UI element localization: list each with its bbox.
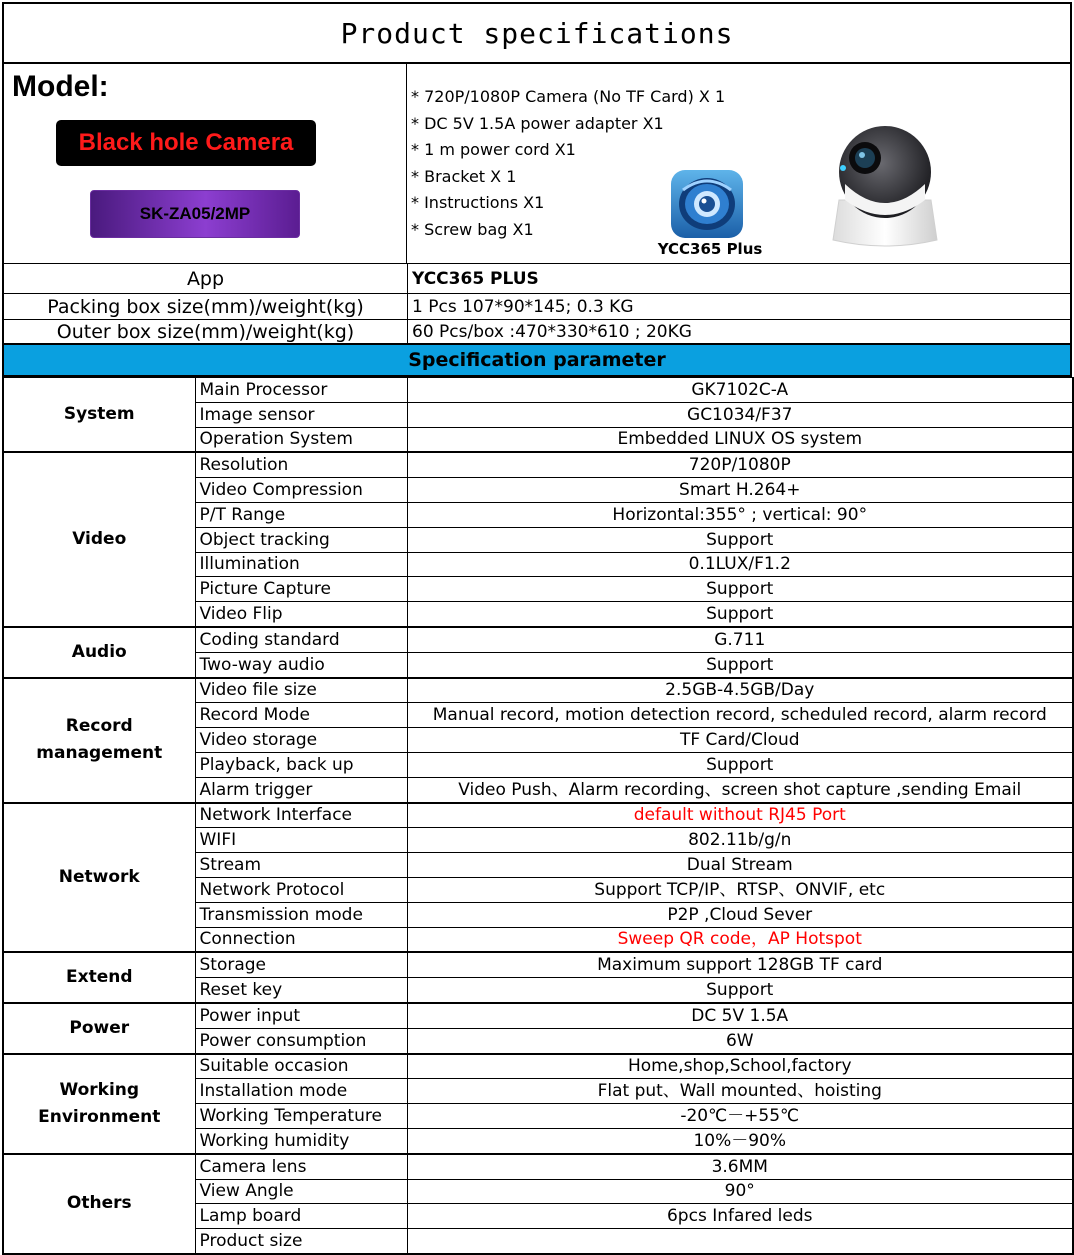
spec-group-name: Working Environment: [3, 1054, 195, 1154]
spec-label: Product size: [195, 1229, 407, 1254]
spec-value: Support: [407, 602, 1073, 627]
spec-group-name: Extend: [3, 952, 195, 1003]
spec-value: -20℃－+55℃: [407, 1104, 1073, 1129]
spec-label: Alarm trigger: [195, 777, 407, 802]
spec-group-name: Video: [3, 452, 195, 627]
spec-value: 3.6MM: [407, 1154, 1073, 1179]
spec-value: Support: [407, 577, 1073, 602]
spec-value: Support: [407, 752, 1073, 777]
spec-value: Support: [407, 978, 1073, 1003]
spec-value: 6W: [407, 1028, 1073, 1053]
spec-label: Video storage: [195, 728, 407, 753]
info-value: 60 Pcs/box :470*330*610 ; 20KG: [412, 321, 692, 342]
spec-row: [3, 452, 1073, 477]
spec-label: Two-way audio: [195, 652, 407, 677]
spec-value: 802.11b/g/n: [407, 828, 1073, 853]
spec-row: [3, 952, 1073, 977]
spec-label: Power consumption: [195, 1028, 407, 1053]
spec-label: Operation System: [195, 427, 407, 452]
spec-value: G.711: [407, 627, 1073, 652]
model-panel: [2, 64, 406, 264]
spec-label: Reset key: [195, 978, 407, 1003]
spec-value: Support TCP/IP、RTSP、ONVIF, etc: [407, 877, 1073, 902]
info-label: App: [4, 264, 408, 293]
package-item: * 1 m power cord X1: [411, 140, 576, 160]
spec-label: Record Mode: [195, 703, 407, 728]
page-title: Product specifications: [2, 2, 1072, 64]
spec-group-name: Others: [3, 1154, 195, 1254]
spec-table: [2, 377, 1074, 1255]
spec-label: Resolution: [195, 452, 407, 477]
spec-value: GC1034/F37: [407, 402, 1073, 427]
spec-label: Main Processor: [195, 378, 407, 403]
app-logo-label: YCC365 Plus: [657, 240, 763, 258]
spec-value: 90°: [407, 1179, 1073, 1204]
spec-row: [3, 378, 1073, 403]
spec-row: [3, 678, 1073, 703]
spec-label: Playback, back up: [195, 752, 407, 777]
spec-value: Maximum support 128GB TF card: [407, 952, 1073, 977]
spec-label: Working humidity: [195, 1128, 407, 1153]
spec-value: Sweep QR code，AP Hotspot: [407, 927, 1073, 952]
spec-label: Object tracking: [195, 527, 407, 552]
spec-row: [3, 803, 1073, 828]
info-row-packing-box: [2, 294, 1072, 320]
spec-value: Dual Stream: [407, 853, 1073, 878]
spec-value: Horizontal:355° ; vertical: 90°: [407, 502, 1073, 527]
info-label: Packing box size(mm)/weight(kg): [4, 294, 408, 319]
spec-label: Video Compression: [195, 478, 407, 503]
spec-label: Lamp board: [195, 1204, 407, 1229]
info-row-outer-box: [2, 320, 1072, 344]
spec-value: DC 5V 1.5A: [407, 1003, 1073, 1028]
spec-group-name: System: [3, 378, 195, 453]
spec-row: [3, 1054, 1073, 1079]
model-name-badge: Black hole Camera: [56, 120, 316, 166]
spec-label: Connection: [195, 927, 407, 952]
info-value: 1 Pcs 107*90*145; 0.3 KG: [412, 296, 634, 317]
spec-value: 2.5GB-4.5GB/Day: [407, 678, 1073, 703]
spec-value: Embedded LINUX OS system: [407, 427, 1073, 452]
spec-value: 0.1LUX/F1.2: [407, 552, 1073, 577]
spec-label: WIFI: [195, 828, 407, 853]
spec-value: Support: [407, 527, 1073, 552]
spec-header: Specification parameter: [2, 344, 1072, 377]
spec-label: Picture Capture: [195, 577, 407, 602]
spec-value: Smart H.264+: [407, 478, 1073, 503]
spec-value: Video Push、Alarm recording、screen shot capture ,sending Email: [407, 777, 1073, 802]
spec-value: 720P/1080P: [407, 452, 1073, 477]
spec-group-name: Network: [3, 803, 195, 953]
spec-value: GK7102C-A: [407, 378, 1073, 403]
package-item: * Bracket X 1: [411, 166, 517, 186]
package-item: * 720P/1080P Camera (No TF Card) X 1: [411, 87, 726, 106]
spec-value: TF Card/Cloud: [407, 728, 1073, 753]
spec-value: Support: [407, 652, 1073, 677]
spec-label: Power input: [195, 1003, 407, 1028]
spec-value: P2P ,Cloud Sever: [407, 902, 1073, 927]
package-item: * DC 5V 1.5A power adapter X1: [411, 113, 664, 133]
spec-row: [3, 1003, 1073, 1028]
ycc365-app-logo-icon: [669, 168, 745, 240]
info-label: Outer box size(mm)/weight(kg): [4, 320, 408, 343]
spec-label: View Angle: [195, 1179, 407, 1204]
spec-group-name: Audio: [3, 627, 195, 678]
spec-label: Illumination: [195, 552, 407, 577]
spec-row: [3, 627, 1073, 652]
info-row-app: [2, 264, 1072, 294]
spec-row: [3, 1154, 1073, 1179]
spec-group-name: Record management: [3, 678, 195, 803]
package-item: * Screw bag X1: [411, 219, 534, 239]
spec-label: Transmission mode: [195, 902, 407, 927]
spec-label: Camera lens: [195, 1154, 407, 1179]
info-value: YCC365 PLUS: [412, 268, 539, 289]
spec-value: Home,shop,School,factory: [407, 1054, 1073, 1079]
package-panel: [406, 64, 1072, 264]
spec-value: Manual record, motion detection record, scheduled record, alarm record: [407, 703, 1073, 728]
spec-label: Storage: [195, 952, 407, 977]
spec-value: Flat put、Wall mounted、hoisting: [407, 1079, 1073, 1104]
spec-label: Network Interface: [195, 803, 407, 828]
spec-label: Installation mode: [195, 1079, 407, 1104]
spec-value: 6pcs Infared leds: [407, 1204, 1073, 1229]
spec-label: Coding standard: [195, 627, 407, 652]
spec-label: Stream: [195, 853, 407, 878]
spec-group-name: Power: [3, 1003, 195, 1054]
spec-label: Working Temperature: [195, 1104, 407, 1129]
spec-value: default without RJ45 Port: [407, 803, 1073, 828]
spec-label: Suitable occasion: [195, 1054, 407, 1079]
camera-product-image: [815, 122, 955, 254]
spec-label: Video Flip: [195, 602, 407, 627]
model-label: Model:: [12, 70, 109, 103]
spec-label: Video file size: [195, 678, 407, 703]
spec-value: [407, 1229, 1073, 1254]
package-item: * Instructions X1: [411, 193, 545, 213]
spec-label: P/T Range: [195, 502, 407, 527]
spec-label: Image sensor: [195, 402, 407, 427]
spec-value: 10%－90%: [407, 1128, 1073, 1153]
spec-label: Network Protocol: [195, 877, 407, 902]
model-code-badge: SK-ZA05/2MP: [90, 190, 300, 238]
